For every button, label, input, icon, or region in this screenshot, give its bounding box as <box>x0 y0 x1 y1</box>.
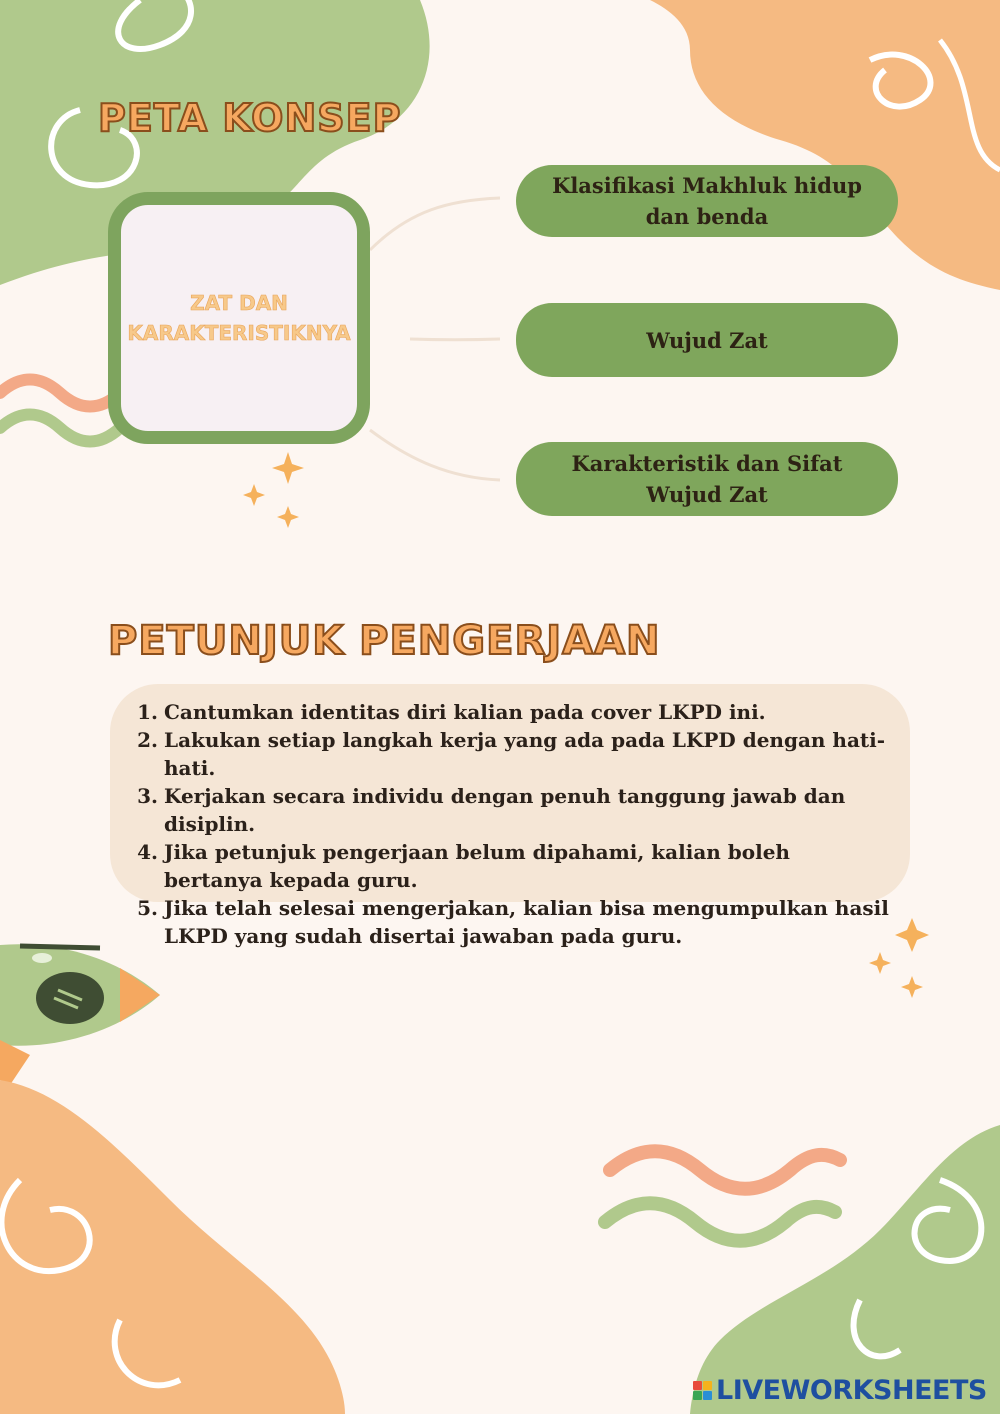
list-item <box>132 894 890 950</box>
logo-text: LIVEWORKSHEETS <box>716 1374 987 1406</box>
logo-mark-icon <box>693 1381 712 1400</box>
list-item-number: 3. <box>137 784 158 808</box>
list-item-text: Lakukan setiap langkah kerja yang ada pada LKPD dengan hati-hati. <box>164 728 886 780</box>
instructions-panel <box>110 684 910 948</box>
logo-mark-letter-l <box>693 1381 702 1390</box>
concept-center-text: ZAT DAN KARAKTERISTIKNYA <box>127 291 351 345</box>
instructions-list <box>132 698 890 950</box>
liveworksheets-logo[interactable] <box>693 1374 987 1406</box>
concept-branch-state-of-matter: Wujud Zat <box>516 303 898 377</box>
logo-mark-letter-i <box>703 1381 712 1390</box>
concept-branch-characteristics: Karakteristik dan Sifat Wujud Zat <box>516 442 898 516</box>
list-item <box>132 838 890 894</box>
concept-map-title: PETA KONSEP <box>98 96 402 140</box>
list-item-text: Jika petunjuk pengerjaan belum dipahami, kalian boleh bertanya kepada guru. <box>164 840 790 892</box>
list-item-text: Jika telah selesai mengerjakan, kalian bisa mengumpulkan hasil LKPD yang sudah disertai jawaban pada guru. <box>164 896 889 948</box>
concept-branch-classification: Klasifikasi Makhluk hidup dan benda <box>516 165 898 237</box>
concept-center-node <box>108 192 370 444</box>
list-item-number: 5. <box>137 896 158 920</box>
logo-mark-letter-e <box>703 1391 712 1400</box>
list-item-text: Cantumkan identitas diri kalian pada cover LKPD ini. <box>164 700 766 724</box>
list-item-number: 1. <box>137 700 158 724</box>
list-item-number: 2. <box>137 728 158 752</box>
list-item <box>132 782 890 838</box>
instructions-title: PETUNJUK PENGERJAAN <box>108 618 661 664</box>
list-item-number: 4. <box>137 840 158 864</box>
logo-mark-letter-v <box>693 1391 702 1400</box>
list-item-text: Kerjakan secara individu dengan penuh tanggung jawab dan disiplin. <box>164 784 846 836</box>
list-item <box>132 726 890 782</box>
list-item <box>132 698 890 726</box>
